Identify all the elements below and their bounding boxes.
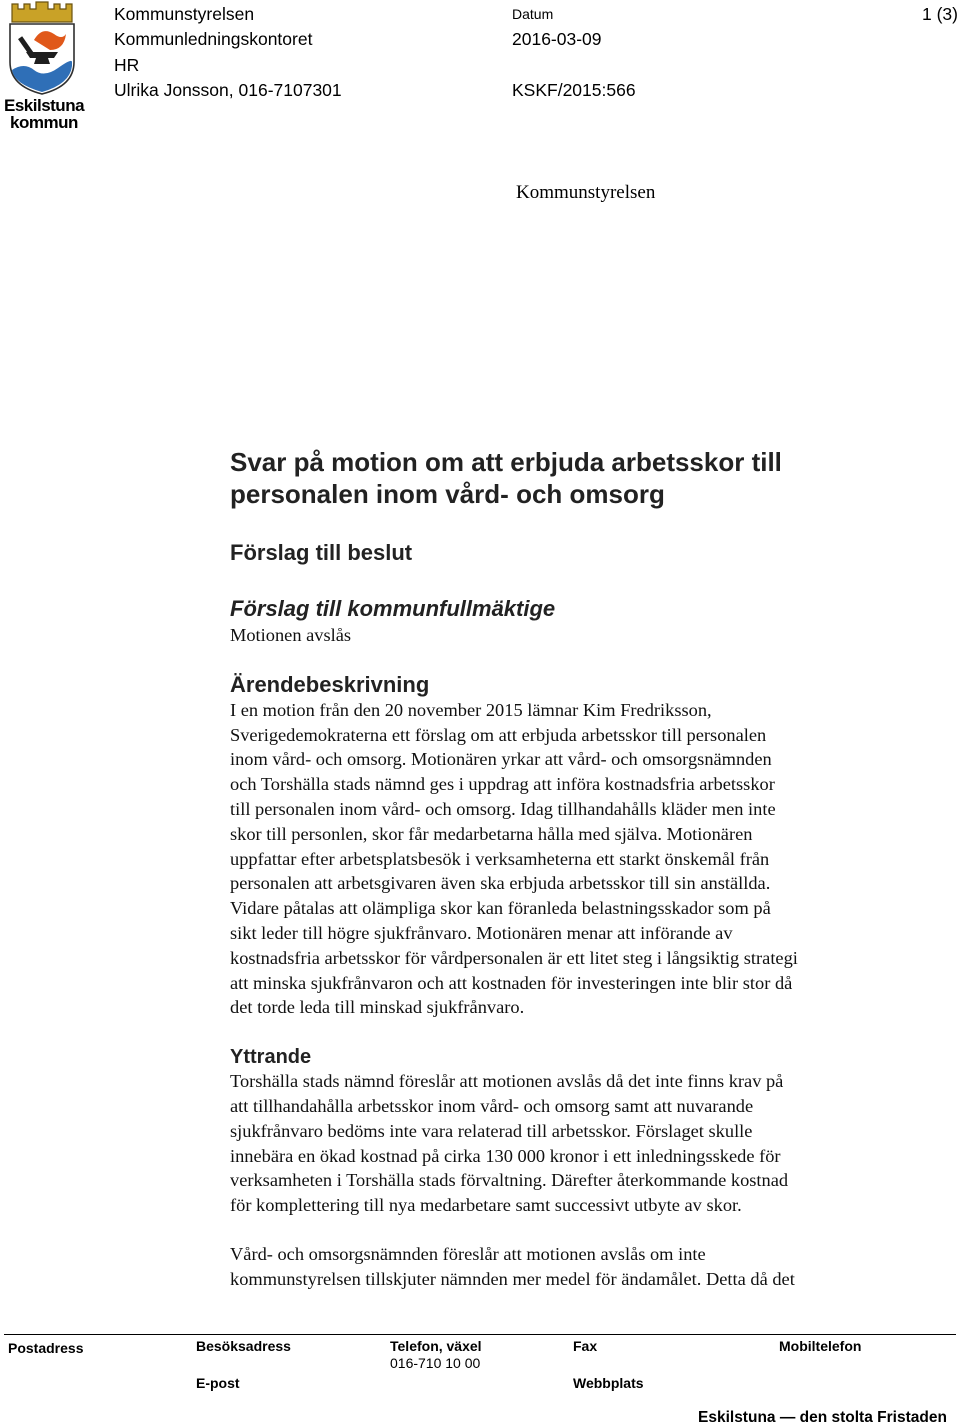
text-line: sikt leder till högre sjukfrånvaro. Motionären menar att införande av <box>230 922 733 943</box>
footer-telefon-value: 016-710 10 00 <box>390 1355 481 1371</box>
text-line: uppfattar efter arbetsplatsbesök i verksamheterna ett starkt önskemål från <box>230 848 770 869</box>
statement-text <box>230 1069 930 1218</box>
footer-besoksadress: Besöksadress <box>196 1338 291 1354</box>
recipient: Kommunstyrelsen <box>516 182 656 203</box>
page-number: 1 (3) <box>922 4 958 24</box>
reference-number: KSKF/2015:566 <box>512 79 636 100</box>
text-line: Vidare påtalas att olämpliga skor kan föranleda belastningsskador som på <box>230 898 771 919</box>
logo-text-eskilstuna: Eskilstuna <box>4 96 85 115</box>
sender-unit: HR <box>114 54 140 75</box>
council-heading: Förslag till kommunfullmäktige <box>230 596 556 621</box>
text-line: I en motion från den 20 november 2015 lämnar Kim Fredriksson, <box>230 699 712 720</box>
case-heading: Ärendebeskrivning <box>230 671 430 697</box>
coat-of-arms-icon <box>4 0 80 96</box>
date-value: 2016-03-09 <box>512 29 602 50</box>
text-line: verksamheten i Torshälla stads förvaltning. Därefter återkommande kostnad <box>230 1170 789 1191</box>
care-board-text <box>230 1242 930 1292</box>
footer-fax: Fax <box>573 1338 598 1354</box>
text-line: Sverigedemokraterna ett förslag om att erbjuda arbetsskor till personalen <box>230 724 767 745</box>
logo-text-kommun: kommun <box>10 113 78 132</box>
statement-heading: Yttrande <box>230 1046 312 1069</box>
footer-slogan: Eskilstuna — den stolta Fristaden <box>698 1409 947 1426</box>
municipality-logo <box>4 0 85 132</box>
sender-org: Kommunstyrelsen <box>114 4 255 24</box>
text-line: kommunstyrelsen tillskjuter nämnden mer medel för ändamålet. Detta då det <box>230 1268 795 1289</box>
date-ref-block <box>512 2 636 103</box>
text-line: skor till personlen, skor får medarbetarna hålla med själva. Motionären <box>230 823 753 844</box>
sender-block <box>114 2 342 103</box>
text-line: personalen att arbetsgivaren även ska erbjuda arbetsskor till sin anställda. <box>230 873 771 894</box>
text-line: sjukfrånvaro bedöms inte vara relaterad till arbetsskor. Förslaget skulle <box>230 1120 753 1141</box>
footer-webbplats: Webbplats <box>573 1375 644 1391</box>
text-line: kostnadsfria arbetsskor för vårdpersonalen är ett litet steg i långsiktig strategi <box>230 947 798 968</box>
text-line: Torshälla stads nämnd föreslår att motionen avslås då det inte finns krav på <box>230 1071 784 1092</box>
footer-epost: E-post <box>196 1375 240 1391</box>
text-line: till personalen inom vård- och omsorg. Idag tillhandahålls kläder men inte <box>230 798 776 819</box>
text-line: inom vård- och omsorg. Motionären yrkar att vård- och omsorgsnämnden <box>230 749 772 770</box>
text-line: innebära en ökad kostnad på cirka 130 000 kronor i ett inledningsskede för <box>230 1145 781 1166</box>
title-line: personalen inom vård- och omsorg <box>230 479 665 509</box>
footer-mobiltelefon: Mobiltelefon <box>779 1338 862 1354</box>
sender-department: Kommunledningskontoret <box>114 29 313 50</box>
footer-divider <box>4 1334 956 1335</box>
document-body <box>230 446 930 1292</box>
date-label: Datum <box>512 6 554 22</box>
text-line: Vård- och omsorgsnämnden föreslår att motionen avslås om inte <box>230 1243 706 1264</box>
text-line: det torde leda till minskad sjukfrånvaro. <box>230 997 525 1018</box>
document-title <box>230 446 930 510</box>
council-decision: Motionen avslås <box>230 625 352 645</box>
text-line: och Torshälla stads nämnd ges i uppdrag att införa kostnadsfria arbetsskor <box>230 774 775 795</box>
text-line: för komplettering till nya medarbetare samt successivt utbyte av skor. <box>230 1195 742 1216</box>
case-description <box>230 698 930 1020</box>
text-line: att minska sjukfrånvaron och att kostnaden för investeringen inte blir stor då <box>230 972 793 993</box>
title-line: Svar på motion om att erbjuda arbetsskor till <box>230 447 782 477</box>
footer-telefon-label: Telefon, växel <box>390 1338 482 1354</box>
footer-postadress: Postadress <box>8 1340 84 1356</box>
text-line: att tillhandahålla arbetsskor inom vård- och omsorg samt att nuvarande <box>230 1095 754 1116</box>
sender-contact: Ulrika Jonsson, 016-7107301 <box>114 79 342 100</box>
proposal-heading: Förslag till beslut <box>230 540 413 565</box>
